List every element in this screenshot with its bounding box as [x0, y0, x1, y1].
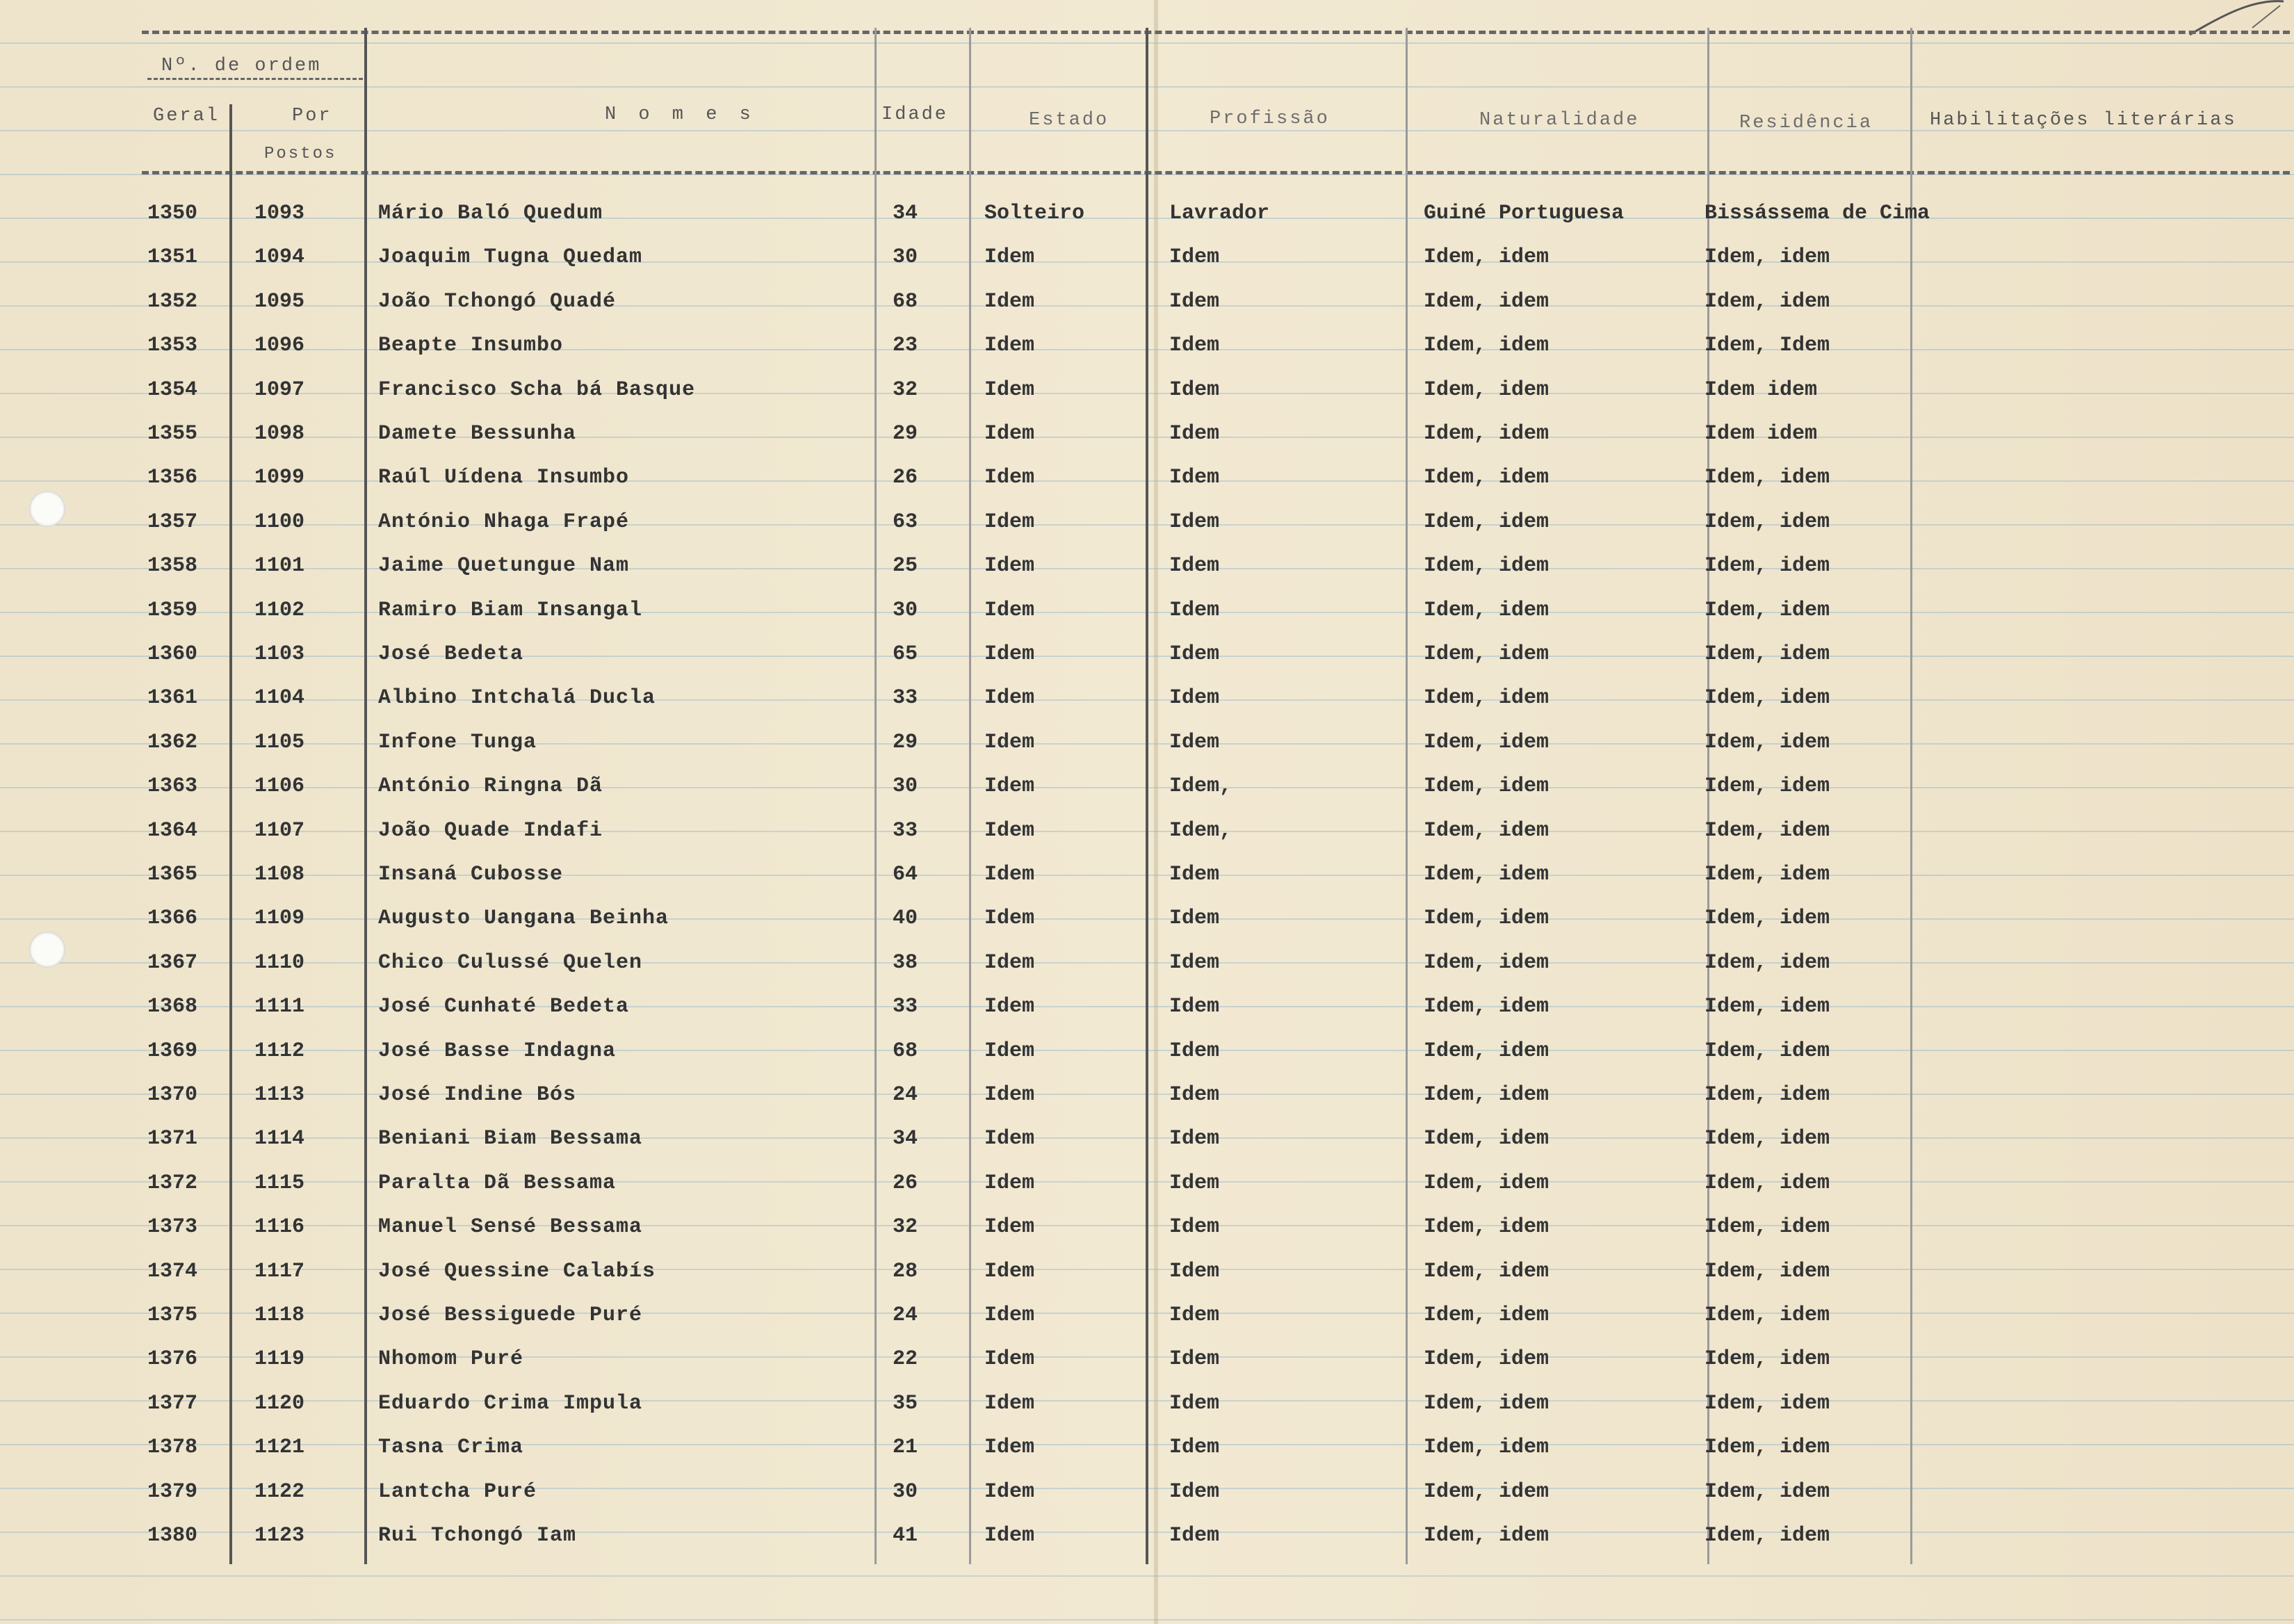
- row-residence: Idem idem: [1705, 422, 1818, 446]
- row-profession: Idem: [1169, 554, 1220, 578]
- row-marital-status: Idem: [984, 1479, 1035, 1504]
- row-residence: Idem, idem: [1705, 1304, 1830, 1327]
- row-name: José Basse Indagna: [378, 1039, 617, 1063]
- row-marital-status: Idem: [984, 950, 1035, 975]
- row-geral-number: 1372: [147, 1171, 198, 1195]
- row-posto-number: 1103: [254, 642, 305, 666]
- pen-mark-icon: [2183, 0, 2287, 42]
- row-age: 63: [893, 510, 918, 534]
- row-posto-number: 1106: [254, 774, 305, 799]
- row-geral-number: 1374: [147, 1259, 198, 1283]
- row-birthplace: Idem, idem: [1424, 1259, 1549, 1283]
- row-age: 22: [893, 1347, 918, 1372]
- row-marital-status: Idem: [984, 510, 1035, 534]
- row-geral-number: 1355: [147, 422, 198, 446]
- row-name: Joaquim Tugna Quedam: [378, 245, 643, 270]
- header-postos: Postos: [264, 145, 337, 163]
- row-name: António Ringna Dã: [378, 774, 603, 799]
- row-geral-number: 1370: [147, 1083, 198, 1107]
- row-birthplace: Idem, idem: [1424, 510, 1549, 534]
- row-birthplace: Idem, idem: [1424, 1039, 1549, 1063]
- row-age: 40: [893, 907, 918, 931]
- row-age: 34: [893, 1127, 918, 1151]
- table-row: [0, 1039, 2294, 1082]
- row-profession: Idem: [1169, 1127, 1220, 1151]
- row-posto-number: 1121: [254, 1436, 305, 1460]
- header-geral: Geral: [153, 106, 220, 127]
- row-posto-number: 1098: [254, 422, 305, 446]
- row-name: Jaime Quetungue Nam: [378, 554, 630, 578]
- row-name: Insaná Cubosse: [378, 863, 564, 886]
- row-birthplace: Idem, idem: [1424, 1171, 1549, 1195]
- row-residence: Idem, idem: [1705, 1083, 1830, 1107]
- header-habilitacoes: Habilitações literárias: [1930, 110, 2237, 131]
- row-birthplace: Idem, idem: [1424, 334, 1549, 358]
- row-residence: Idem, idem: [1705, 907, 1830, 931]
- row-age: 30: [893, 774, 918, 799]
- row-name: Raúl Uídena Insumbo: [378, 466, 630, 490]
- row-profession: Idem: [1169, 598, 1220, 622]
- row-name: Tasna Crima: [378, 1436, 524, 1460]
- row-residence: Idem, idem: [1705, 995, 1830, 1019]
- row-posto-number: 1107: [254, 818, 305, 843]
- row-birthplace: Idem, idem: [1424, 1127, 1549, 1151]
- row-age: 64: [893, 863, 918, 886]
- row-birthplace: Idem, idem: [1424, 422, 1549, 446]
- table-row: [0, 1127, 2294, 1170]
- row-name: Paralta Dã Bessama: [378, 1171, 617, 1195]
- row-age: 33: [893, 995, 918, 1019]
- row-age: 32: [893, 1215, 918, 1240]
- row-age: 24: [893, 1083, 918, 1107]
- row-age: 26: [893, 1171, 918, 1195]
- row-posto-number: 1109: [254, 907, 305, 931]
- row-geral-number: 1359: [147, 598, 198, 622]
- row-name: António Nhaga Frapé: [378, 510, 630, 534]
- row-birthplace: Idem, idem: [1424, 598, 1549, 622]
- row-marital-status: Idem: [984, 1215, 1035, 1240]
- row-profession: Idem: [1169, 245, 1220, 270]
- row-posto-number: 1112: [254, 1039, 305, 1063]
- row-residence: Idem, idem: [1705, 289, 1830, 314]
- row-name: João Tchongó Quadé: [378, 289, 617, 314]
- row-residence: Idem, idem: [1705, 1436, 1830, 1460]
- row-posto-number: 1104: [254, 686, 305, 710]
- row-geral-number: 1362: [147, 730, 198, 754]
- row-birthplace: Idem, idem: [1424, 1083, 1549, 1107]
- row-residence: Bissássema de Cima: [1705, 202, 1930, 225]
- row-residence: Idem, idem: [1705, 1524, 1830, 1548]
- row-residence: Idem idem: [1705, 377, 1818, 402]
- row-age: 21: [893, 1436, 918, 1460]
- row-residence: Idem, idem: [1705, 730, 1830, 754]
- row-geral-number: 1366: [147, 907, 198, 931]
- row-marital-status: Idem: [984, 1127, 1035, 1151]
- row-age: 30: [893, 245, 918, 270]
- table-row: [0, 686, 2294, 729]
- row-birthplace: Idem, idem: [1424, 686, 1549, 710]
- header-top-rule: [142, 31, 2290, 34]
- table-row: [0, 731, 2294, 774]
- row-name: Mário Baló Quedum: [378, 202, 603, 225]
- row-name: Nhomom Puré: [378, 1347, 524, 1372]
- row-marital-status: Idem: [984, 554, 1035, 578]
- row-posto-number: 1100: [254, 510, 305, 534]
- row-residence: Idem, idem: [1705, 1127, 1830, 1151]
- row-residence: Idem, idem: [1705, 554, 1830, 578]
- table-row: [0, 599, 2294, 642]
- row-marital-status: Idem: [984, 289, 1035, 314]
- row-birthplace: Idem, idem: [1424, 1391, 1549, 1415]
- row-geral-number: 1368: [147, 995, 198, 1019]
- row-geral-number: 1364: [147, 818, 198, 843]
- row-birthplace: Idem, idem: [1424, 995, 1549, 1019]
- row-marital-status: Idem: [984, 642, 1035, 666]
- row-posto-number: 1093: [254, 202, 305, 225]
- header-bottom-rule: [142, 171, 2290, 174]
- row-age: 29: [893, 422, 918, 446]
- row-name: Augusto Uangana Beinha: [378, 907, 669, 931]
- table-row: [0, 863, 2294, 906]
- row-birthplace: Idem, idem: [1424, 818, 1549, 843]
- row-profession: Idem: [1169, 1391, 1220, 1415]
- row-marital-status: Idem: [984, 995, 1035, 1019]
- row-birthplace: Idem, idem: [1424, 1304, 1549, 1327]
- row-age: 30: [893, 1479, 918, 1504]
- row-geral-number: 1379: [147, 1479, 198, 1504]
- row-posto-number: 1114: [254, 1127, 305, 1151]
- row-geral-number: 1371: [147, 1127, 198, 1151]
- row-profession: Idem: [1169, 686, 1220, 710]
- row-birthplace: Idem, idem: [1424, 1524, 1549, 1548]
- header-estado: Estado: [1029, 110, 1109, 131]
- row-marital-status: Idem: [984, 774, 1035, 799]
- row-geral-number: 1358: [147, 554, 198, 578]
- row-geral-number: 1357: [147, 510, 198, 534]
- row-geral-number: 1377: [147, 1391, 198, 1415]
- row-geral-number: 1353: [147, 334, 198, 358]
- row-residence: Idem, idem: [1705, 1347, 1830, 1372]
- row-posto-number: 1117: [254, 1259, 305, 1283]
- row-profession: Idem: [1169, 1259, 1220, 1283]
- row-geral-number: 1363: [147, 774, 198, 799]
- row-geral-number: 1360: [147, 642, 198, 666]
- row-name: Infone Tunga: [378, 730, 537, 754]
- table-row: [0, 995, 2294, 1038]
- row-residence: Idem, idem: [1705, 1259, 1830, 1283]
- row-profession: Idem: [1169, 1083, 1220, 1107]
- row-marital-status: Idem: [984, 334, 1035, 358]
- row-age: 24: [893, 1304, 918, 1327]
- row-posto-number: 1111: [254, 995, 305, 1019]
- row-marital-status: Idem: [984, 818, 1035, 843]
- ordem-rule: [147, 78, 363, 80]
- table-row: [0, 378, 2294, 421]
- row-posto-number: 1113: [254, 1083, 305, 1107]
- row-posto-number: 1115: [254, 1171, 305, 1195]
- row-profession: Idem: [1169, 1215, 1220, 1240]
- row-profession: Idem: [1169, 1039, 1220, 1063]
- table-row: [0, 334, 2294, 377]
- table-row: [0, 422, 2294, 465]
- row-residence: Idem, idem: [1705, 774, 1830, 799]
- row-posto-number: 1108: [254, 863, 305, 886]
- row-profession: Idem: [1169, 289, 1220, 314]
- row-birthplace: Idem, idem: [1424, 774, 1549, 799]
- row-birthplace: Idem, idem: [1424, 377, 1549, 402]
- header-nomes: N o m e s: [605, 104, 756, 125]
- row-marital-status: Idem: [984, 686, 1035, 710]
- row-profession: Idem: [1169, 950, 1220, 975]
- row-profession: Idem: [1169, 1524, 1220, 1548]
- table-row: [0, 245, 2294, 289]
- row-profession: Idem: [1169, 1436, 1220, 1460]
- row-age: 32: [893, 377, 918, 402]
- row-geral-number: 1361: [147, 686, 198, 710]
- row-name: José Quessine Calabís: [378, 1259, 656, 1283]
- header-residencia: Residência: [1739, 113, 1873, 133]
- row-name: José Bedeta: [378, 642, 524, 666]
- row-birthplace: Guiné Portuguesa: [1424, 202, 1625, 225]
- row-residence: Idem, idem: [1705, 686, 1830, 710]
- row-posto-number: 1110: [254, 950, 305, 975]
- row-residence: Idem, idem: [1705, 510, 1830, 534]
- row-residence: Idem, idem: [1705, 818, 1830, 843]
- row-posto-number: 1095: [254, 289, 305, 314]
- row-residence: Idem, idem: [1705, 1479, 1830, 1504]
- row-residence: Idem, idem: [1705, 863, 1830, 886]
- row-age: 29: [893, 730, 918, 754]
- row-age: 33: [893, 818, 918, 843]
- table-row: [0, 510, 2294, 553]
- row-geral-number: 1354: [147, 377, 198, 402]
- row-profession: Idem: [1169, 466, 1220, 490]
- row-name: José Indine Bós: [378, 1083, 577, 1107]
- row-marital-status: Solteiro: [984, 202, 1085, 225]
- table-row: [0, 951, 2294, 994]
- row-marital-status: Idem: [984, 1347, 1035, 1372]
- row-residence: Idem, idem: [1705, 1215, 1830, 1240]
- row-birthplace: Idem, idem: [1424, 642, 1549, 666]
- row-marital-status: Idem: [984, 598, 1035, 622]
- table-row: [0, 466, 2294, 509]
- row-profession: Lavrador: [1169, 202, 1270, 225]
- row-posto-number: 1120: [254, 1391, 305, 1415]
- row-birthplace: Idem, idem: [1424, 950, 1549, 975]
- row-posto-number: 1123: [254, 1524, 305, 1548]
- row-geral-number: 1375: [147, 1304, 198, 1327]
- row-profession: Idem: [1169, 995, 1220, 1019]
- table-row: [0, 1524, 2294, 1567]
- row-profession: Idem: [1169, 334, 1220, 358]
- row-profession: Idem: [1169, 377, 1220, 402]
- row-profession: Idem: [1169, 642, 1220, 666]
- row-geral-number: 1350: [147, 202, 198, 225]
- row-name: Damete Bessunha: [378, 422, 577, 446]
- row-marital-status: Idem: [984, 730, 1035, 754]
- row-posto-number: 1102: [254, 598, 305, 622]
- row-marital-status: Idem: [984, 863, 1035, 886]
- row-posto-number: 1122: [254, 1479, 305, 1504]
- table-row: [0, 1083, 2294, 1126]
- row-residence: Idem, idem: [1705, 642, 1830, 666]
- row-name: Chico Culussé Quelen: [378, 950, 643, 975]
- row-posto-number: 1096: [254, 334, 305, 358]
- row-birthplace: Idem, idem: [1424, 1479, 1549, 1504]
- row-marital-status: Idem: [984, 422, 1035, 446]
- row-birthplace: Idem, idem: [1424, 1215, 1549, 1240]
- row-age: 28: [893, 1259, 918, 1283]
- row-residence: Idem, idem: [1705, 245, 1830, 270]
- table-row: [0, 1260, 2294, 1303]
- row-marital-status: Idem: [984, 907, 1035, 931]
- table-row: [0, 290, 2294, 333]
- table-row: [0, 819, 2294, 862]
- row-profession: Idem: [1169, 730, 1220, 754]
- row-residence: Idem, idem: [1705, 1171, 1830, 1195]
- row-name: Manuel Sensé Bessama: [378, 1215, 643, 1240]
- header-no-ordem: Nº. de ordem: [161, 56, 322, 76]
- row-geral-number: 1351: [147, 245, 198, 270]
- row-birthplace: Idem, idem: [1424, 466, 1549, 490]
- row-name: Beniani Biam Bessama: [378, 1127, 643, 1151]
- table-row: [0, 1392, 2294, 1435]
- row-marital-status: Idem: [984, 466, 1035, 490]
- row-age: 33: [893, 686, 918, 710]
- row-posto-number: 1118: [254, 1304, 305, 1327]
- row-profession: Idem: [1169, 510, 1220, 534]
- row-marital-status: Idem: [984, 1259, 1035, 1283]
- row-geral-number: 1365: [147, 863, 198, 886]
- row-age: 68: [893, 289, 918, 314]
- row-geral-number: 1369: [147, 1039, 198, 1063]
- row-name: José Cunhaté Bedeta: [378, 995, 630, 1019]
- row-age: 26: [893, 466, 918, 490]
- row-age: 34: [893, 202, 918, 225]
- table-row: [0, 1436, 2294, 1479]
- table-row: [0, 907, 2294, 950]
- row-profession: Idem: [1169, 863, 1220, 886]
- row-profession: Idem,: [1169, 774, 1233, 799]
- row-profession: Idem: [1169, 422, 1220, 446]
- row-profession: Idem,: [1169, 818, 1233, 843]
- row-birthplace: Idem, idem: [1424, 554, 1549, 578]
- header-idade: Idade: [881, 104, 949, 125]
- row-profession: Idem: [1169, 907, 1220, 931]
- row-birthplace: Idem, idem: [1424, 1436, 1549, 1460]
- row-residence: Idem, idem: [1705, 1391, 1830, 1415]
- row-name: Ramiro Biam Insangal: [378, 598, 643, 622]
- row-residence: Idem, idem: [1705, 466, 1830, 490]
- row-geral-number: 1352: [147, 289, 198, 314]
- row-posto-number: 1116: [254, 1215, 305, 1240]
- row-age: 25: [893, 554, 918, 578]
- row-posto-number: 1097: [254, 377, 305, 402]
- row-profession: Idem: [1169, 1479, 1220, 1504]
- row-profession: Idem: [1169, 1171, 1220, 1195]
- row-age: 41: [893, 1524, 918, 1548]
- row-name: Beapte Insumbo: [378, 334, 564, 358]
- table-row: [0, 1304, 2294, 1347]
- table-row: [0, 774, 2294, 818]
- row-marital-status: Idem: [984, 245, 1035, 270]
- row-profession: Idem: [1169, 1304, 1220, 1327]
- table-row: [0, 1215, 2294, 1258]
- row-name: Albino Intchalá Ducla: [378, 686, 656, 710]
- row-marital-status: Idem: [984, 1171, 1035, 1195]
- row-profession: Idem: [1169, 1347, 1220, 1372]
- row-age: 65: [893, 642, 918, 666]
- row-birthplace: Idem, idem: [1424, 730, 1549, 754]
- row-residence: Idem, idem: [1705, 1039, 1830, 1063]
- row-name: Lantcha Puré: [378, 1479, 537, 1504]
- row-residence: Idem, Idem: [1705, 334, 1830, 358]
- row-geral-number: 1378: [147, 1436, 198, 1460]
- row-birthplace: Idem, idem: [1424, 245, 1549, 270]
- table-row: [0, 1347, 2294, 1390]
- row-marital-status: Idem: [984, 1524, 1035, 1548]
- row-posto-number: 1105: [254, 730, 305, 754]
- row-geral-number: 1376: [147, 1347, 198, 1372]
- row-age: 68: [893, 1039, 918, 1063]
- table-row: [0, 1171, 2294, 1215]
- row-birthplace: Idem, idem: [1424, 1347, 1549, 1372]
- row-name: Francisco Scha bá Basque: [378, 377, 696, 402]
- row-marital-status: Idem: [984, 1039, 1035, 1063]
- row-age: 23: [893, 334, 918, 358]
- row-age: 35: [893, 1391, 918, 1415]
- row-name: Eduardo Crima Impula: [378, 1391, 643, 1415]
- row-residence: Idem, idem: [1705, 598, 1830, 622]
- header-naturalidade: Naturalidade: [1479, 110, 1640, 131]
- row-birthplace: Idem, idem: [1424, 863, 1549, 886]
- row-marital-status: Idem: [984, 1083, 1035, 1107]
- row-geral-number: 1373: [147, 1215, 198, 1240]
- header-por: Por: [292, 106, 332, 127]
- row-marital-status: Idem: [984, 1391, 1035, 1415]
- row-name: José Bessiguede Puré: [378, 1304, 643, 1327]
- row-posto-number: 1094: [254, 245, 305, 270]
- table-row: [0, 554, 2294, 597]
- row-age: 30: [893, 598, 918, 622]
- row-geral-number: 1367: [147, 950, 198, 975]
- row-residence: Idem, idem: [1705, 950, 1830, 975]
- row-birthplace: Idem, idem: [1424, 289, 1549, 314]
- row-posto-number: 1101: [254, 554, 305, 578]
- header-profissao: Profissão: [1210, 108, 1330, 129]
- row-name: Rui Tchongó Iam: [378, 1524, 577, 1548]
- row-birthplace: Idem, idem: [1424, 907, 1549, 931]
- table-row: [0, 642, 2294, 685]
- row-marital-status: Idem: [984, 1436, 1035, 1460]
- row-posto-number: 1099: [254, 466, 305, 490]
- row-geral-number: 1380: [147, 1524, 198, 1548]
- row-posto-number: 1119: [254, 1347, 305, 1372]
- table-row: [0, 202, 2294, 245]
- row-marital-status: Idem: [984, 1304, 1035, 1327]
- row-name: João Quade Indafi: [378, 818, 603, 843]
- row-geral-number: 1356: [147, 466, 198, 490]
- row-marital-status: Idem: [984, 377, 1035, 402]
- table-row: [0, 1480, 2294, 1523]
- row-age: 38: [893, 950, 918, 975]
